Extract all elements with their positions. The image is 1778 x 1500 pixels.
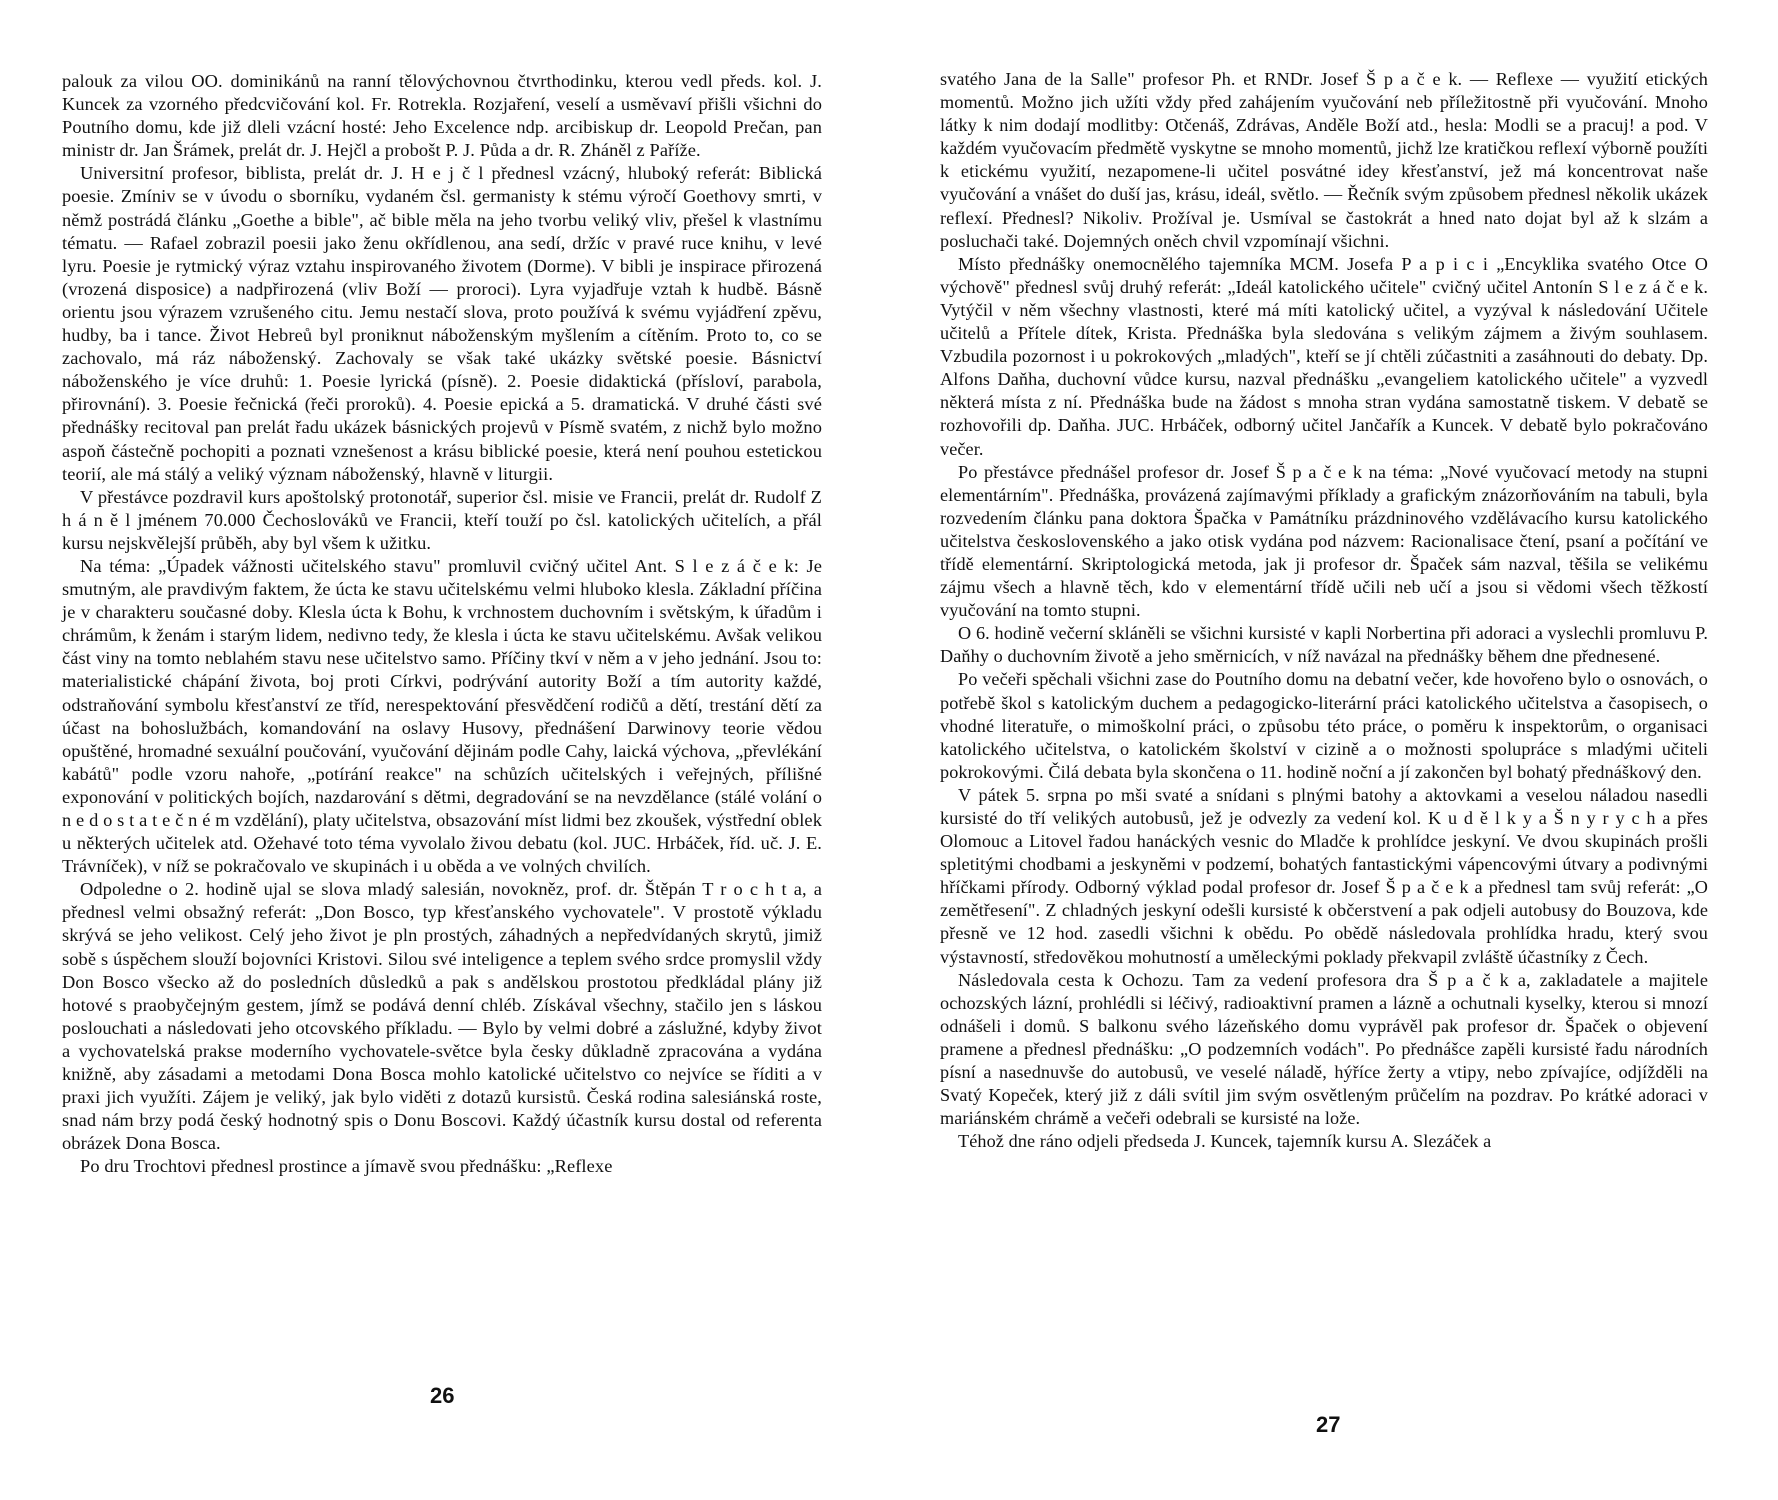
paragraph: Universitní profesor, biblista, prelát dr. J. H e j č l přednesl vzácný, hluboký referát: Biblická poesie. Zmíniv se v úvodu o sborníku, vydaném čsl. germanisty k stému výročí Goethovy smrti, v němž postrádá článku „Goethe a bible", ač bible měla na jeho tvorbu veliký vliv, přešel k vlastnímu tématu. — Rafael zobrazil poesii jako ženu okřídlenou, ana sedí, držíc v pravé ruce knihu, v levé lyru. Poesie je rytmický výraz vztahu inspirovaného životem (Dorme). V bibli je inspirace přirozená (vrozená disposice) a nadpřirozená (vliv Boží — proroci). Lyra vyjadřuje vztah k hudbě. Básně orientu jsou výrazem vzrušeného citu. Jemu nestačí slova, proto používá k svému vyjádření zpěvu, hudby, ba i tance. Život Hebreů byl proniknut náboženským myšlením a cítěním. Proto to, co se zachovalo, má ráz náboženský. Zachovaly se však také ukázky světské poesie. Básnictví náboženského je více druhů: 1. Poesie lyrická (písně). 2. Poesie didaktická (přísloví, parabola, přirovnání). 3. Poesie řečnická (řeči proroků). 4. Poesie epická a 5. dramatická. V druhé části své přednášky recitoval pan prelát řadu ukázek básnických projevů v Písmě svatém, z nichž bylo možno aspoň částečně pochopiti a poznati vznešenost a krásu biblické poesie, která není pouhou estetickou teorií, ale má stálý a veliký význam náboženský, hlavně v liturgii. (62, 163, 822, 484)
paragraph: V pátek 5. srpna po mši svaté a snídani s plnými batohy a aktovkami a veselou náladou nasedli kursisté do tří velikých autobusů, jež je odvezly za vedení kol. K u d ě l k y a Š n y r y c h a přes Olomouc a Litovel řadou hanáckých vesnic do Mladče k prohlídce jeskyní. Ve dvou skupinách prošli spletitými chodbami a jeskyněmi v podzemí, bohatých fantastickými vápencovými útvary a podivnými hříčkami přírody. Odborný výklad podal profesor dr. Josef Š p a č e k a přednesl tam svůj referát: „O zemětřesení". Z chladných jeskyní odešli kursisté k občerstvení a pak odjeli autobusy do Bouzova, kde přesně ve 12 hod. zasedli všichni k obědu. Po obědě následovala prohlídka hradu, který svou výstavností, středověkou mohutností a uměleckými poklady překvapil zvláště účastníky z Čech. (940, 784, 1708, 967)
paragraph: O 6. hodině večerní skláněli se všichni kursisté v kapli Norbertina při adoraci a vyslechli promluvu P. Daňhy o duchovním životě a jeho směrnicích, v níž navázal na přednášky během dne přednesené. (940, 623, 1708, 667)
left-page-text (62, 70, 822, 1179)
paragraph: V přestávce pozdravil kurs apoštolský protonotář, superior čsl. misie ve Francii, prelát dr. Rudolf Z h á n ě l jménem 70.000 Čechoslováků ve Francii, kteří touží po čsl. katolických učitelích, a přál kursu nejskvělejší průběh, aby byl všem k užitku. (62, 486, 822, 553)
paragraph: Po přestávce přednášel profesor dr. Josef Š p a č e k na téma: „Nové vyučovací metody na stupni elementárním". Přednáška, provázená zajímavými příklady a grafickým znázorňováním na tabuli, byla rozvedením článku pana doktora Špačka v Památníku prázdninového vzdělávacího kursu katolického učitelstva československého a jako otisk vydána pod názvem: Racionalisace čtení, psaní a počítání ve třídě elementární. Skriptologická metoda, jak ji profesor dr. Špaček sám nazval, těšila se velikému zájmu všech a hlavně těch, kdo v elementární třídě učili neb učí a jsou si vědomi všech těžkostí vyučování na tomto stupni. (940, 461, 1708, 621)
paragraph: Na téma: „Úpadek vážnosti učitelského stavu" promluvil cvičný učitel Ant. S l e z á č e k: Je smutným, ale pravdivým faktem, že úcta ke stavu učitelskému velmi hluboko klesla. Základní příčina je v charakteru současné doby. Klesla úcta k Bohu, k vrchnostem duchovním i světským, k úřadům i chrámům, k ženám i starým lidem, nedivno tedy, že klesla i úcta ke stavu učitelskému. Avšak velikou část viny na tomto neblahém stavu nese učitelstvo samo. Příčiny tkví v něm a v jeho jednání. Jsou to: materialistické chápání života, boj proti Církvi, podrývání autority Boží a tím autority každé, odstraňování symbolu křesťanství ze tříd, nerespektování přesvědčení rodičů a dětí, trestání dětí za účast na bohoslužbách, komandování na oslavy Husovy, přednášení Darwinovy teorie vědou opuštěné, hromadné sexuální poučování, vyučování dějinám podle Cahy, laická výchova, „převlékání kabátů" podle vzoru nahoře, „potírání reakce" na schůzích učitelských i veřejných, přílišné exponování v politických bojích, nazdarování s dětmi, degradování se na nevzdělance (stálé volání o n e d o s t a t e č n é m vzdělání), platy učitelstva, obsazování míst lidmi bez zkoušek, výstřední oblek u některých učitelek atd. Ožehavé toto téma vyvolalo živou debatu (kol. JUC. Hrbáček, říd. uč. J. E. Trávníček), v níž se pokračovalo ve skupinách i u oběda a ve volných chvilích. (62, 555, 822, 877)
paragraph: svatého Jana de la Salle" profesor Ph. et RNDr. Josef Š p a č e k. — Reflexe — využití etických momentů. Možno jich užíti vždy před zahájením vyučování neb příležitostně při vyučování. Mnoho látky k nim dodají modlitby: Otčenáš, Zdrávas, Anděle Boží atd., hesla: Modli se a pracuj! a pod. V každém vyučovacím předmětě vyskytne se mnoho momentů, jichž lze kratičkou reflexí výborně použíti k etickému využití, nezapomene-li učitel posvátné idey křesťanství, jež má koncentrovat naše vyučování a vnášet do duší jas, krásu, ideál, světlo. — Řečník svým způsobem přednesl několik ukázek reflexí. Přednesl? Nikoliv. Prožíval je. Usmíval se častokrát a hned nato dojat byl až k slzám a posluchači také. Dojemných oněch chvil vzpomínají všichni. (940, 69, 1708, 251)
paragraph: Místo přednášky onemocnělého tajemníka MCM. Josefa P a p i c i „Encyklika svatého Otce O výchově" přednesl svůj druhý referát: „Ideál katolického učitele" cvičný učitel Antonín S l e z á č e k. Vytýčil v něm všechny vlastnosti, které má míti katolický učitel, a vyzýval k následování Učitele učitelů a Přítele dítek, Krista. Přednáška byla sledována s velikým zájmem a živým souhlasem. Vzbudila pozornost i u pokrokových „mladých", kteří se jí chtěli zúčastniti a zasáhnouti do debaty. Dp. Alfons Daňha, duchovní vůdce kursu, nazval přednášku „evangeliem katolického učitele" a vyzvedl některá místa z ní. Přednáška bude na žádost s mnoha stran vydána samostatně tiskem. V debatě se rozhovořili dp. Daňha. JUC. Hrbáček, odborný učitel Jančařík a Kuncek. V debatě bylo pokračováno večer. (940, 253, 1708, 459)
paragraph: palouk za vilou OO. dominikánů na ranní tělovýchovnou čtvrthodinku, kterou vedl předs. kol. J. Kuncek za vzorného předcvičování kol. Fr. Rotrekla. Rozjaření, veselí a usměvaví přišli všichni do Poutního domu, kde již dleli vzácní hosté: Jeho Excelence ndp. arcibiskup dr. Leopold Prečan, pan ministr dr. Jan Šrámek, prelát dr. J. Hejčl a probošt P. J. Půda a dr. R. Zháněl z Paříže. (62, 71, 822, 161)
paragraph: Téhož dne ráno odjeli předseda J. Kuncek, tajemník kursu A. Slezáček a (958, 1131, 1492, 1152)
left-page (62, 70, 822, 1179)
paragraph: Následovala cesta k Ochozu. Tam za vedení profesora dra Š p a č k a, zakladatele a majitele ochozských lázní, prohlédli si léčivý, radioaktivní pramen a lázně a ochutnali kyselky, kterou si mnozí odnášeli i domů. S balkonu svého lázeňského domu vyprávěl pak profesor dr. Špaček o objevení pramene a přednesl přednášku: „O podzemních vodách". Po přednášce zapěli kursisté řadu národních písní a nasednuvše do autobusů, ve veselé náladě, hýříce žerty a vtipy, nebo zpívajíce, odjížděli na Svatý Kopeček, který již z dáli svítil jim svým osvětleným průčelím na pozdrav. Po krátké adoraci v mariánském chrámě a večeři odebrali se kursisté na lože. (940, 969, 1708, 1129)
paragraph: Po dru Trochtovi přednesl prostince a jímavě svou přednášku: „Reflexe (80, 1156, 613, 1177)
page-number-left: 26 (430, 1383, 455, 1408)
page-number-right: 27 (1316, 1412, 1341, 1437)
right-page-text (940, 68, 1708, 1153)
right-page (940, 68, 1708, 1153)
paragraph: Po večeři spěchali všichni zase do Poutního domu na debatní večer, kde hovořeno bylo o osnovách, o potřebě škol s katolickým duchem a pedagogicko-literární práci katolického učitelstva a časopisech, o vhodné literatuře, o mimoškolní práci, o způsobu této práce, o poměru k inspektorům, o organisaci katolického učitelstva, o katolickém školství v cizině a o možnosti spolupráce s mladými učiteli pokrokovými. Čilá debata byla skončena o 11. hodině noční a jí zakončen byl bohatý přednáškový den. (940, 669, 1708, 782)
paragraph: Odpoledne o 2. hodině ujal se slova mladý salesián, novokněz, prof. dr. Štěpán T r o c h t a, a přednesl velmi obsažný referát: „Don Bosco, typ křesťanského vychovatele". V prostotě výkladu skrývá se jeho velikost. Celý jeho život je pln prostých, záhadných a nepředvídaných skrytů, jimiž sobě s úspěchem slouží bojovníci Kristovi. Silou své inteligence a teplem svého srdce promyslil vždy Don Bosco všecko až do posledních důsledků a pak s andělskou prostotou předkládal plány již hotové s praobyčejným gestem, jímž se podává denní chléb. Získával všechny, stačilo jen s láskou poslouchati a následovati jeho otcovského příkladu. — Bylo by velmi dobré a záslužné, kdyby život a vychovatelská prakse moderního vychovatele-světce byla česky důkladně zpracována a vydána knižně, aby zásadami a metodami Dona Bosca mohlo katolické učitelstvo co nejvíce se říditi a v praxi jich využíti. Zájem je veliký, jak bylo viděti z dotazů kursistů. Česká rodina salesiánská roste, snad nám brzy podá český hodnotný spis o Donu Boscovi. Každý účastník kursu dostal od referenta obrázek Dona Bosca. (62, 879, 822, 1154)
